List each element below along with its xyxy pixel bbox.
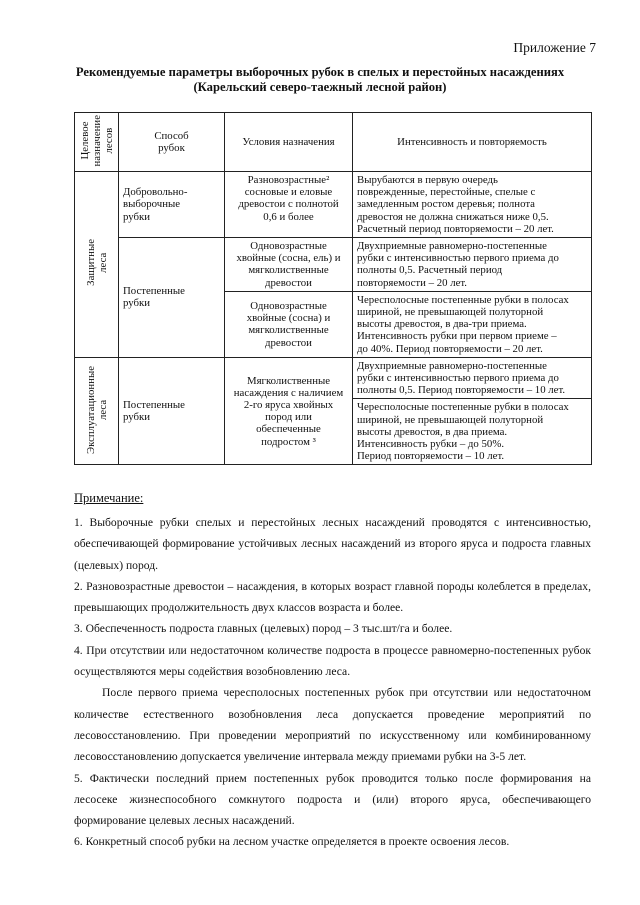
group-protective-text: Защитные леса: [84, 239, 109, 287]
note-2: 2. Разновозрастные древостои – насаждения, в которых возраст главной породы колеблется в пределах, превышающих продолжительность двух классов возраста и более.: [74, 579, 591, 615]
header-purpose: [75, 113, 119, 172]
condition-1: Разновозрастные² сосновые и еловые древостои с полнотой 0,6 и более: [225, 172, 353, 238]
header-intensity: Интенсивность и повторяемость: [353, 113, 592, 172]
notes-heading: Примечание:: [74, 491, 144, 505]
note-3: 3. Обеспеченность подроста главных (целевых) пород – 3 тыс.шт/га и более.: [74, 622, 453, 636]
header-conditions: Условия назначения: [225, 113, 353, 172]
note-1: 1. Выборочные рубки спелых и перестойных лесных насаждений проводятся с интенсивностью, обеспечивающей формирование устойчивых лесных насаждений из второго яруса и подроста главных (целевых) пород.: [74, 516, 591, 572]
table-row: [75, 172, 592, 238]
intensity-2: Двухприемные равномерно-постепенные рубки с интенсивностью первого приема до полноты 0,5. Расчетный период повторяемости – 20 лет.: [353, 238, 592, 292]
intensity-1: Вырубаются в первую очередь поврежденные, перестойные, спелые с замедленным ростом деревья; полнота древостоя не должна снижаться ниже 0,5. Расчетный период повторяемости – 20 лет.: [353, 172, 592, 238]
group-exploitation-text: Эксплуатационные леса: [84, 365, 109, 454]
parameters-table: [74, 112, 592, 465]
intensity-3: Чересполосные постепенные рубки в полосах шириной, не превышающей полуторной высоты древостоя, в два-три приема. Интенсивность рубки при первом приеме – до 40%. Период повторяемости – 20 лет.: [353, 291, 592, 357]
header-purpose-text: Целевое назначение лесов: [78, 114, 115, 167]
intensity-5: Чересполосные постепенные рубки в полосах шириной, не превышающей полуторной высоты древостоя, в два приема. Интенсивность рубки – до 50%. Период повторяемости – 10 лет.: [353, 399, 592, 465]
intensity-4: Двухприемные равномерно-постепенные рубки с интенсивностью первого приема до полноты 0,5. Период повторяемости – 10 лет.: [353, 357, 592, 399]
condition-3: Одновозрастные хвойные (сосна) и мягколиственные древостои: [225, 291, 353, 357]
method-voluntary: Добровольно- выборочные рубки: [119, 172, 225, 238]
condition-4: Мягколиственные насаждения с наличием 2-го яруса хвойных пород или обеспеченные подростом ³: [225, 357, 353, 465]
group-protective: [75, 172, 119, 358]
note-6: 6. Конкретный способ рубки на лесном участке определяется в проекте освоения лесов.: [74, 835, 510, 849]
notes-section: [74, 512, 591, 853]
document-title: [0, 65, 640, 95]
method-gradual-1: Постепенные рубки: [119, 238, 225, 358]
header-method: Способ рубок: [119, 113, 225, 172]
title-line-1: Рекомендуемые параметры выборочных рубок в спелых и перестойных насаждениях: [75, 65, 565, 79]
note-5: 5. Фактически последний прием постепенных рубок проводится только после формирования на лесосеке жизнеспособного сомкнутого подроста и (или) второго яруса, обеспечивающего формирование целевых лесных насаждений.: [74, 771, 591, 828]
table-row: [75, 357, 592, 399]
appendix-label: Приложение 7: [513, 40, 596, 55]
method-gradual-2: Постепенные рубки: [119, 357, 225, 465]
note-4-continuation: После первого приема чересполосных постепенных рубок при отсутствии или недостаточном количестве естественного возобновления леса допускается проведение мероприятий по лесовосстановлению. При проведении мероприятий по искусственному или комбинированному лесовосстановлению допускается увеличение интервала между приемами рубки на 3-5 лет.: [74, 686, 591, 764]
note-4: 4. При отсутствии или недостаточном количестве подроста в процессе равномерно-постепенных рубок осуществляются меры содействия возобновлению леса.: [74, 643, 591, 679]
title-line-2: (Карельский северо-таежный лесной район): [193, 80, 447, 94]
table-row: [75, 238, 592, 292]
condition-2: Одновозрастные хвойные (сосна, ель) и мягколиственные древостои: [225, 238, 353, 292]
group-exploitation: [75, 357, 119, 465]
table-header-row: [75, 113, 592, 172]
